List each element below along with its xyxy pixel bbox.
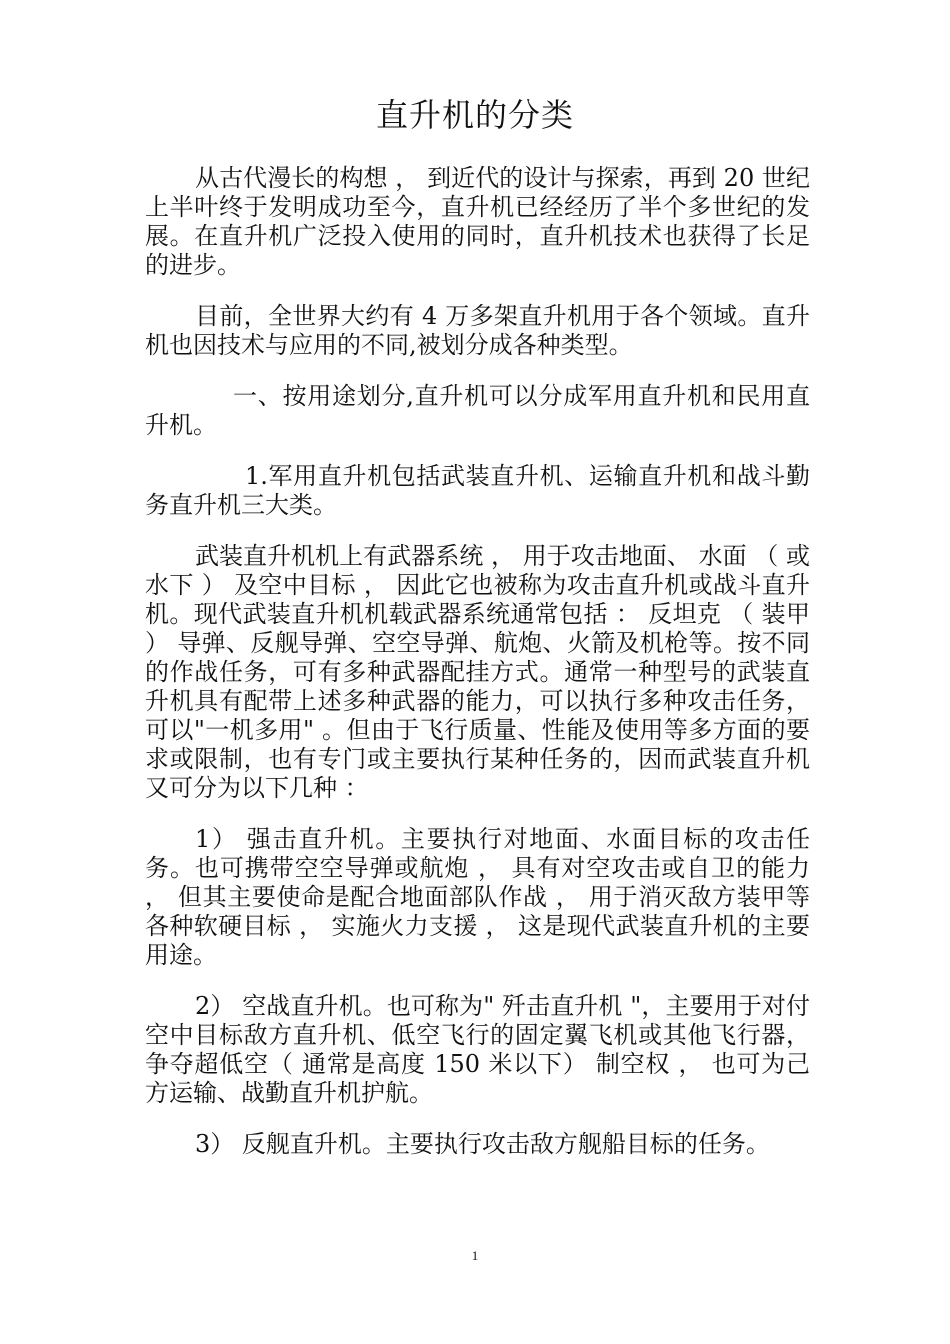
paragraph-current-status: 目前，全世界大约有 4 万多架直升机用于各个领域。直升机也因技术与应用的不同,被划分成各种类型。 [145,302,810,359]
subsection-heading-military: 1.军用直升机包括武装直升机、运输直升机和战斗勤务直升机三大类。 [145,462,810,519]
document-title: 直升机的分类 [375,96,574,134]
document-body [145,164,810,1181]
list-item-air-combat-helicopter: 2） 空战直升机。也可称为" 歼击直升机 "，主要用于对付空中目标敌方直升机、低空飞行的固定翼飞机或其他飞行器，争夺超低空（ 通常是高度 150 米以下） 制空权 ， 也可为己方运输、战勤直升机护航。 [145,992,810,1107]
page-number: 1 [471,1248,479,1263]
list-item-anti-ship-helicopter: 3） 反舰直升机。主要执行攻击敌方舰船目标的任务。 [195,1130,770,1158]
section-heading-by-use: 一、按用途划分,直升机可以分成军用直升机和民用直升机。 [145,382,810,439]
list-item-attack-helicopter: 1） 强击直升机。主要执行对地面、水面目标的攻击任务。也可携带空空导弹或航炮 ， 具有对空攻击或自卫的能力 ， 但其主要使命是配合地面部队作战 ， 用于消灭敌方装甲等各种软硬目标 ， 实施火力支援 ， 这是现代武装直升机的主要用途。 [145,825,810,969]
paragraph-history: 从古代漫长的构想 ， 到近代的设计与探索，再到 20 世纪上半叶终于发明成功至今，直升机已经经历了半个多世纪的发展。在直升机广泛投入使用的同时，直升机技术也获得了长足的进步。 [145,164,810,279]
paragraph-armed-helicopter: 武装直升机机上有武器系统 ， 用于攻击地面、 水面 （ 或水下 ） 及空中目标 ， 因此它也被称为攻击直升机或战斗直升机。现代武装直升机机载武器系统通常包括 ： 反坦克 （ 装甲 ） 导弹、反舰导弹、空空导弹、航炮、火箭及机枪等。按不同的作战任务，可有多种武器配挂方式。通常一种型号的武装直升机具有配带上述多种武器的能力，可以执行多种攻击任务，可以"一机多用" 。但由于飞行质量、性能及使用等多方面的要求或限制，也有专门或主要执行某种任务的，因而武装直升机又可分为以下几种 ： [145,542,810,802]
